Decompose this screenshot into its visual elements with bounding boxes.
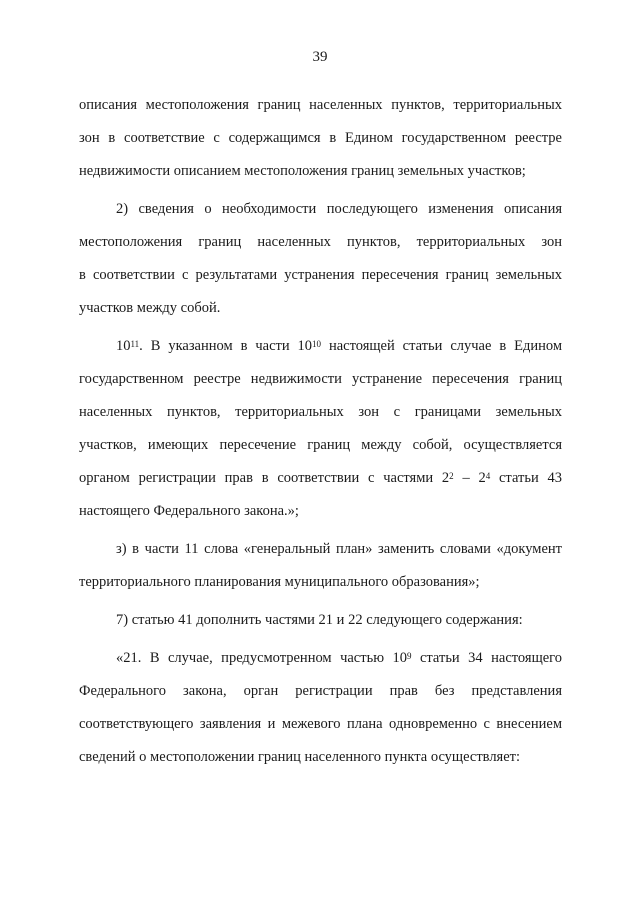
text-fragment: «21. В случае, предусмотренном частью: [116, 650, 393, 666]
paragraph-item-7: [79, 604, 562, 637]
text-line: [79, 642, 562, 675]
part-reference-superscript: 9: [407, 651, 412, 661]
text-line: 2) сведения о необходимости последующего изменения описания: [116, 201, 562, 217]
part-reference: 2: [441, 470, 450, 486]
text-line: сведений о местоположении границ населенного пункта осуществляет:: [79, 749, 521, 765]
paragraph-part-21: [79, 642, 562, 774]
text-line: настоящего Федерального закона.»;: [79, 503, 299, 519]
part-number: 10: [116, 338, 131, 354]
text-line: участков между собой.: [79, 300, 221, 316]
text-line: 7) статью 41 дополнить частями 21 и 22 следующего содержания:: [116, 612, 523, 628]
paragraph-item-2: [79, 193, 562, 325]
text-fragment: . В указанном в части: [139, 338, 298, 354]
document-body: [79, 89, 562, 774]
part-number-superscript: 11: [130, 339, 140, 349]
part-reference-superscript: 2: [449, 471, 454, 481]
part-reference: 10: [297, 338, 313, 354]
part-reference-superscript: 4: [485, 471, 491, 481]
text-line: [79, 462, 562, 495]
text-line: соответствующего заявления и межевого плана одновременно с внесением: [79, 716, 562, 732]
page-number: 39: [312, 49, 328, 65]
paragraph-part-10-11: [79, 330, 562, 528]
text-fragment: настоящей статьи случае в Едином: [321, 338, 563, 354]
text-fragment: статьи 34 настоящего: [411, 650, 563, 666]
part-reference-superscript: 10: [312, 339, 322, 349]
text-line: описания местоположения границ населенных пунктов, территориальных: [79, 97, 562, 113]
text-fragment: статьи 43: [490, 470, 562, 486]
text-line: [79, 330, 562, 363]
text-line: в соответствии с результатами устранения пересечения границ земельных: [79, 267, 562, 283]
text-line: участков, имеющих пересечение границ между собой, осуществляется: [79, 437, 562, 453]
text-line: Федерального закона, орган регистрации прав без представления: [79, 683, 562, 699]
text-line: местоположения границ населенных пунктов, территориальных зон: [79, 234, 562, 250]
text-line: зон в соответствие с содержащимся в Едином государственном реестре: [79, 130, 562, 146]
text-fragment: органом регистрации прав в соответствии с частями: [79, 470, 442, 486]
text-line: недвижимости описанием местоположения границ земельных участков;: [79, 163, 526, 179]
text-line: з) в части 11 слова «генеральный план» заменить словами «документ: [116, 541, 562, 557]
text-fragment: –: [453, 470, 479, 486]
paragraph-item-z: [79, 533, 562, 599]
text-line: государственном реестре недвижимости устранение пересечения границ: [79, 371, 562, 387]
part-reference: 10: [392, 650, 407, 666]
part-reference: 2: [478, 470, 486, 486]
paragraph-continuation: [79, 89, 562, 188]
text-line: населенных пунктов, территориальных зон с границами земельных: [79, 404, 562, 420]
text-line: территориального планирования муниципального образования»;: [79, 574, 480, 590]
